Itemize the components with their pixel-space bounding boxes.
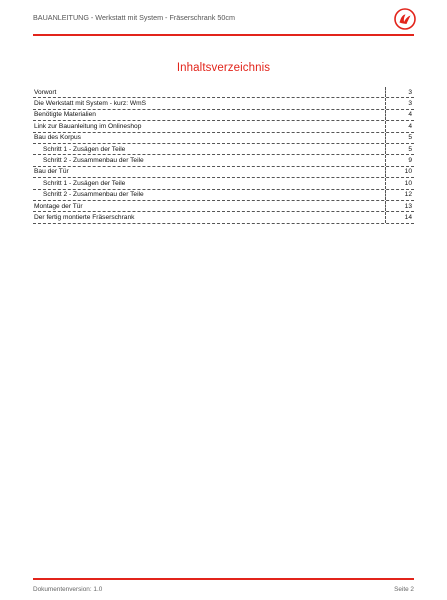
toc-entry-label: Link zur Bauanleitung im Onlineshop bbox=[34, 122, 142, 130]
toc-column-separator bbox=[385, 212, 386, 222]
toc-entry[interactable] bbox=[33, 121, 414, 132]
toc-entry-label: Schritt 2 - Zusammenbau der Teile bbox=[43, 156, 144, 164]
toc-entry-label: Bau der Tür bbox=[34, 168, 69, 176]
toc-entry-label: Vorwort bbox=[34, 88, 57, 96]
page-header bbox=[0, 0, 447, 38]
toc-entry[interactable] bbox=[33, 155, 414, 166]
toc-entry-label: Montage der Tür bbox=[34, 202, 83, 210]
toc-entry[interactable] bbox=[33, 201, 414, 212]
toc-entry-page: 9 bbox=[408, 156, 412, 164]
header-title: BAUANLEITUNG - Werkstatt mit System - Fräserschrank 50cm bbox=[33, 13, 235, 22]
document-version: Dokumentenversion: 1.0 bbox=[33, 586, 103, 593]
toc-entry-page: 14 bbox=[404, 213, 412, 221]
toc-entry-page: 13 bbox=[404, 202, 412, 210]
toc-column-separator bbox=[385, 121, 386, 131]
toc-entry-label: Die Werkstatt mit System - kurz: WmS bbox=[34, 99, 146, 107]
toc-column-separator bbox=[385, 201, 386, 211]
page-number: Seite 2 bbox=[394, 586, 414, 593]
toc-entry-label: Benötigte Materialien bbox=[34, 111, 96, 119]
header-divider bbox=[33, 34, 414, 36]
toc-entry-page: 10 bbox=[404, 168, 412, 176]
toc-entry-label: Schritt 2 - Zusammenbau der Teile bbox=[43, 191, 144, 199]
toc-entry-label: Schritt 1 - Zusägen der Teile bbox=[43, 145, 126, 153]
table-of-contents bbox=[33, 87, 414, 224]
toc-entry[interactable] bbox=[33, 212, 414, 223]
toc-column-separator bbox=[385, 190, 386, 200]
toc-column-separator bbox=[385, 98, 386, 108]
toc-entry-page: 3 bbox=[408, 88, 412, 96]
toc-entry-page: 4 bbox=[408, 122, 412, 130]
toc-title: Inhaltsverzeichnis bbox=[176, 62, 271, 74]
footer-divider bbox=[33, 578, 414, 580]
toc-column-separator bbox=[385, 167, 386, 177]
toc-entry[interactable] bbox=[33, 110, 414, 121]
toc-entry-page: 4 bbox=[408, 111, 412, 119]
toc-column-separator bbox=[385, 178, 386, 188]
toc-entry[interactable] bbox=[33, 144, 414, 155]
toc-entry-page: 3 bbox=[408, 99, 412, 107]
toc-column-separator bbox=[385, 144, 386, 154]
toc-entry-page: 5 bbox=[408, 145, 412, 153]
toc-entry[interactable] bbox=[33, 133, 414, 144]
toc-column-separator bbox=[385, 133, 386, 143]
toc-entry-label: Schritt 1 - Zusägen der Teile bbox=[43, 179, 126, 187]
toc-column-separator bbox=[385, 110, 386, 120]
toc-column-separator bbox=[385, 87, 386, 97]
ws-logo-icon bbox=[394, 8, 416, 30]
toc-entry[interactable] bbox=[33, 190, 414, 201]
toc-entry[interactable] bbox=[33, 178, 414, 189]
toc-column-separator bbox=[385, 155, 386, 165]
toc-entry-page: 10 bbox=[404, 179, 412, 187]
toc-entry-page: 5 bbox=[408, 134, 412, 142]
toc-entry[interactable] bbox=[33, 167, 414, 178]
toc-entry-label: Der fertig montierte Fräserschrank bbox=[34, 213, 135, 221]
toc-entry[interactable] bbox=[33, 98, 414, 109]
toc-entry-page: 12 bbox=[404, 191, 412, 199]
toc-entry[interactable] bbox=[33, 87, 414, 98]
toc-entry-label: Bau des Korpus bbox=[34, 134, 81, 142]
